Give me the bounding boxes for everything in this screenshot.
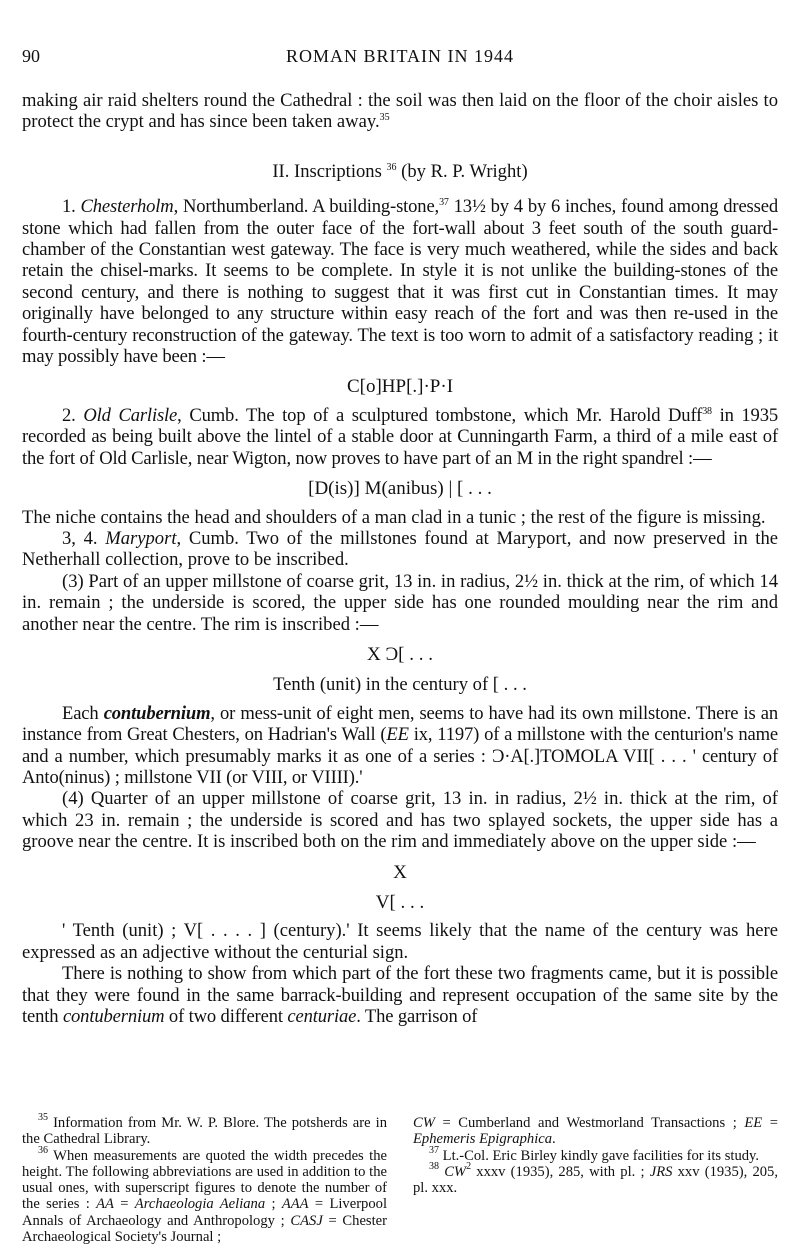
running-title: ROMAN BRITAIN IN 1944 [285, 46, 515, 66]
place-name: Maryport [105, 527, 177, 549]
reference: EE [386, 724, 409, 746]
place-name: Chesterholm [80, 196, 174, 218]
closing-paragraph: There is nothing to show from which part of the fort these two fragments came, but it is possible that they were found in the same barrack-building and represent occupation of the same site by the tenth contubernium of two different centuriae. The garrison of [22, 963, 778, 1028]
term: contubernium [62, 1006, 165, 1028]
footnote-36: $^{36}$ When measurements are quoted the width precedes the height. The following abbreviations are used in addition to the usual ones, with superscript figures to denote the number of the series : AA = Archaeologia Aeliana ; AAA = Liverpool Annals of Archaeology and Anthropology ; CASJ = Chester Archaeological Society's Journal ; [22, 1144, 388, 1246]
footnotes-right-column [413, 1115, 778, 1196]
inscription-3: X Ɔ[ . . . [367, 643, 433, 665]
item-4-paragraph: (4) Quarter of an upper millstone of coarse grit, 13 in. in radius, 2½ in. thick at the rim, of which 23 in. remain ; the underside is scored and has two splayed sockets, the upper side has a groove near the centre. It is inscribed both on the rim and immediately above on the upper side :— [22, 788, 778, 853]
item-3-paragraph: (3) Part of an upper millstone of coarse grit, 13 in. in radius, 2½ in. thick at the rim, of which 14 in. remain ; the underside is scored, the upper side has one rounded moulding near the rim and another near the centre. The rim is inscribed :— [22, 570, 778, 635]
item-4-continuation: ' Tenth (unit) ; V[ . . . . ] (century).' It seems likely that the name of the century was here expressed as an adjective without the centurial sign. [22, 920, 778, 963]
place-name: Old Carlisle [83, 404, 178, 426]
intro-paragraph: making air raid shelters round the Cathedral : the soil was then laid on the floor of the choir aisles to protect the crypt and has since been taken away.$^{35}$ [22, 90, 778, 133]
contubernium-paragraph: Each contubernium, or mess-unit of eight men, seems to have had its own millstone. There is an instance from Great Chesters, on Hadrian's Wall (EE ix, 1197) of a millstone with the centurion's name and a number, which presumably marks it as one of a series : Ɔ·A[.]TOMOLA VII[ . . . ' century of Anto(ninus) ; millstone VII (or VIII, or VIIII).' [22, 702, 778, 788]
footnote-ref[interactable]: 36 [386, 161, 397, 173]
footnote-38: $^{38}$ $CW^2$ xxxv (1935), 285, with pl. ; JRS xxv (1935), 205, pl. xxx. [413, 1160, 779, 1197]
term: centuriae [287, 1006, 357, 1028]
footnote-ref[interactable]: 37 [439, 197, 449, 209]
page-number: 90 [22, 46, 40, 66]
item-2-continuation: The niche contains the head and shoulders of a man clad in a tunic ; the rest of the figure is missing. [22, 506, 766, 528]
translation-3: Tenth (unit) in the century of [ . . . [273, 674, 527, 696]
footnote-ref[interactable]: 38 [702, 405, 712, 417]
item-2-paragraph: 2. Old Carlisle, Cumb. The top of a sculptured tombstone, which Mr. Harold Duff$^{38}$ in 1935 recorded as being built above the lintel of a stable door at Cunningarth Farm, a third of a mile east of the fort of Old Carlisle, near Wigton, now proves to have part of an M in the right spandrel :— [22, 404, 778, 469]
inscription-2: [D(is)] M(anibus) | [ . . . [308, 478, 492, 500]
footnote-ref[interactable]: 35 [379, 112, 390, 124]
section-heading: II. Inscriptions $^{36}$ (by R. P. Wright) [272, 160, 528, 182]
item-1-paragraph: 1. Chesterholm, Northumberland. A building-stone,$^{37}$ 13½ by 4 by 6 inches, found among dressed stone which had fallen from the outer face of the fort-wall about 3 feet south of the south guard-chamber of the Constantian west gateway. The face is very much weathered, while the sides and back retain the chisel-marks. It seems to be complete. In style it is not unlike the building-stones of the second century, and there is nothing to suggest that it was first cut in Constantian times. It may originally have belonged to any structure within easy reach of the fort and was then re-used in the fourth-century reconstruction of the gateway. The text is too worn to admit of a satisfactory reading ; it may possibly have been :— [22, 196, 778, 368]
term: contubernium [103, 702, 211, 724]
inscription-1: C[o]HP[.]·P·I [346, 376, 454, 398]
page-header [22, 46, 778, 72]
inscription-4a: X [393, 861, 407, 883]
body-text [22, 90, 778, 1027]
footnote-37: $^{37}$ Lt.-Col. Eric Birley kindly gave facilities for its study. [429, 1144, 760, 1164]
inscription-4b: V[ . . . [375, 892, 425, 913]
footnote-35: $^{35}$ Information from Mr. W. P. Blore. The potsherds are in the Cathedral Library. [22, 1112, 387, 1148]
footnotes-left-column [22, 1112, 388, 1246]
footnote-36-continuation: CW = Cumberland and Westmorland Transactions ; EE = Ephemeris Epigraphica. [413, 1115, 778, 1148]
item-3-4-paragraph: 3, 4. Maryport, Cumb. Two of the millstones found at Maryport, and now preserved in the Netherhall collection, prove to be inscribed. [22, 527, 779, 571]
